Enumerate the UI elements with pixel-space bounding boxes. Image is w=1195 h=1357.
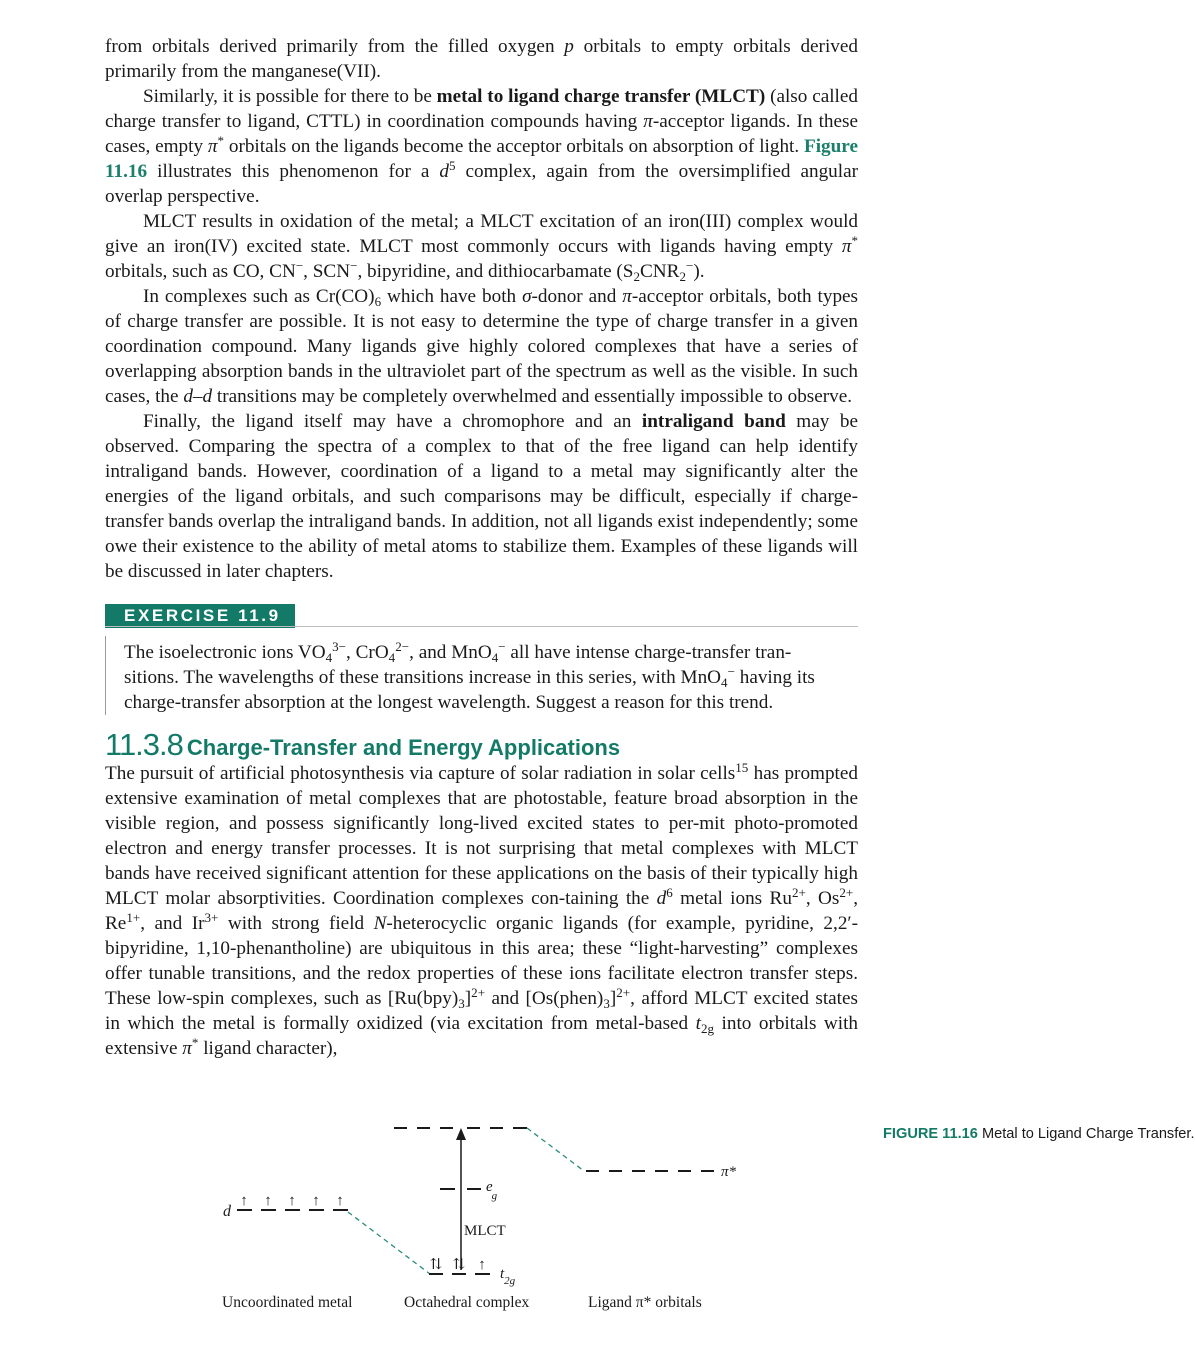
electron-up-1: ↑ bbox=[240, 1193, 248, 1209]
exercise-label: EXERCISE 11.9 bbox=[105, 604, 295, 628]
electron-up-5: ↑ bbox=[336, 1193, 344, 1209]
electron-up-4: ↑ bbox=[312, 1193, 320, 1209]
label-ligand-pi-star: Ligand π* orbitals bbox=[588, 1294, 702, 1311]
eg-label: eg bbox=[486, 1179, 498, 1202]
metal-d-electrons bbox=[240, 1193, 344, 1209]
figure-caption-title: Metal to Ligand Charge Transfer. bbox=[981, 1126, 1195, 1142]
section-title: Charge-Transfer and Energy Applications bbox=[186, 735, 621, 760]
figure-caption-label: FIGURE 11.16 bbox=[883, 1126, 978, 1142]
term-mlct: metal to ligand charge transfer (MLCT) bbox=[436, 86, 766, 107]
paragraph-mlct-oxidation: MLCT results in oxidation of the metal; a MLCT excitation of an iron(III) complex would give an iron(IV) excited state. MLCT most commonly occurs with ligands having empty π* orbitals, such as CO, CN−, SCN−, bipyridine, and dithiocarbamate $(S_2CNR_2^-)$. bbox=[105, 211, 858, 284]
connector-metal-t2g bbox=[348, 1212, 430, 1274]
exercise-rule bbox=[105, 626, 858, 627]
label-octahedral-complex: Octahedral complex bbox=[404, 1294, 530, 1311]
d-label: d bbox=[223, 1203, 231, 1220]
exercise-body bbox=[105, 636, 858, 715]
exercise-text: The isoelectronic ions $VO_4^{3-}$, CrO$_4^{2-}$, and MnO$_4$− all have intense charge-transfer tran-sitions. The wavelengths of these transitions increase in this series, with MnO$_4$− having its charge-transfer absorption at the longest wavelength. Suggest a reason for this trend. bbox=[124, 638, 815, 713]
mlct-label: MLCT bbox=[464, 1223, 506, 1239]
main-text-column bbox=[105, 34, 858, 1061]
electron-up-3: ↑ bbox=[288, 1193, 296, 1209]
paragraph-both-types: In complexes such as $Cr(CO)_6$ which have both σ-donor and π-acceptor orbitals, both types of charge transfer are possible. It is not easy to determine the type of charge transfer in a given coordination compound. Many ligands give highly colored complexes that have a series of overlapping absorption bands in the ultraviolet part of the spectrum as well as the visible. In such cases, the d–d transitions may be completely overwhelmed and essentially impossible to observe. bbox=[105, 286, 859, 407]
paragraph-mlct-intro: Similarly, it is possible for there to be metal to ligand charge transfer (MLCT) (also called charge transfer to ligand, CTTL) in coordination compounds having π-acceptor ligands. In these cases, empty π* orbitals on the ligands become the acceptor orbitals on absorption of light. Figure 11.16 illustrates this phenomenon for a $d^5$ complex, again from the oversimplified angular overlap perspective. bbox=[105, 86, 859, 207]
electron-pair-2: ⇅ bbox=[452, 1257, 466, 1273]
figure-reference-link[interactable]: Figure 11.16 bbox=[105, 136, 858, 182]
electron-pair-1: ⇅ bbox=[429, 1257, 443, 1273]
paragraph-energy-applications: The pursuit of artificial photosynthesis via capture of solar radiation in solar cells$^{15}$ has prompted extensive examination of metal complexes that are photostable, feature broad absorption in the visible region, and possess significantly long-lived excited states to per-mit photo-promoted electron and energy transfer processes. It is not surprising that metal complexes with MLCT bands have received significant attention for these applications on the basis of their typically high MLCT molar absorptivities. Coordination complexes con-taining the $d^6$ metal ions $Ru^{2+}$, $Os^{2+}$, $Re^{1+}$, and $Ir^{3+}$ with strong field N-heterocyclic organic ligands (for example, pyridine, 2,2′-bipyridine, 1,10-phenantholine) are ubiquitous in this area; these “light-harvesting” complexes offer tunable transitions, and the redox properties of these ions facilitate electron transfer steps. These low-spin complexes, such as $[Ru(bpy)_3]^{2+}$ and $[Os(phen)_3]^{2+}$, afford MLCT excited states in which the metal is formally oxidized (via excitation from metal-based $t_{2g}$ into orbitals with extensive π* ligand character), bbox=[105, 759, 859, 1059]
t2g-electrons bbox=[430, 1257, 486, 1273]
exercise-box bbox=[105, 603, 858, 715]
t2g-label: $t_{2g}$ bbox=[500, 1266, 516, 1287]
term-intraligand-band: intraligand band bbox=[641, 411, 786, 432]
pi-star-label: π* bbox=[721, 1164, 737, 1180]
figure-caption bbox=[883, 1124, 1195, 1145]
connector-pi-star bbox=[527, 1128, 584, 1171]
section-heading bbox=[105, 729, 858, 761]
mlct-arrow bbox=[456, 1128, 466, 1270]
label-uncoordinated-metal: Uncoordinated metal bbox=[222, 1294, 353, 1311]
electron-up-t2g: ↑ bbox=[478, 1257, 486, 1273]
paragraph-intraligand: Finally, the ligand itself may have a chromophore and an intraligand band may be observed. Comparing the spectra of a complex to that of the free ligand can help identify intraligand bands. However, coordination of a ligand to a metal may significantly alter the energies of the ligand orbitals, and such comparisons may be difficult, especially if charge-transfer bands overlap the intraligand bands. In addition, not all ligands exist independently; some owe their existence to the ability of metal atoms to stabilize them. Examples of these ligands will be discussed in later chapters. bbox=[105, 411, 858, 582]
section-number: 11.3.8 bbox=[105, 727, 183, 762]
electron-up-2: ↑ bbox=[264, 1193, 272, 1209]
paragraph-lmct-end: from orbitals derived primarily from the filled oxygen p orbitals to empty orbitals derived primarily from the manganese(VII). bbox=[105, 36, 858, 82]
